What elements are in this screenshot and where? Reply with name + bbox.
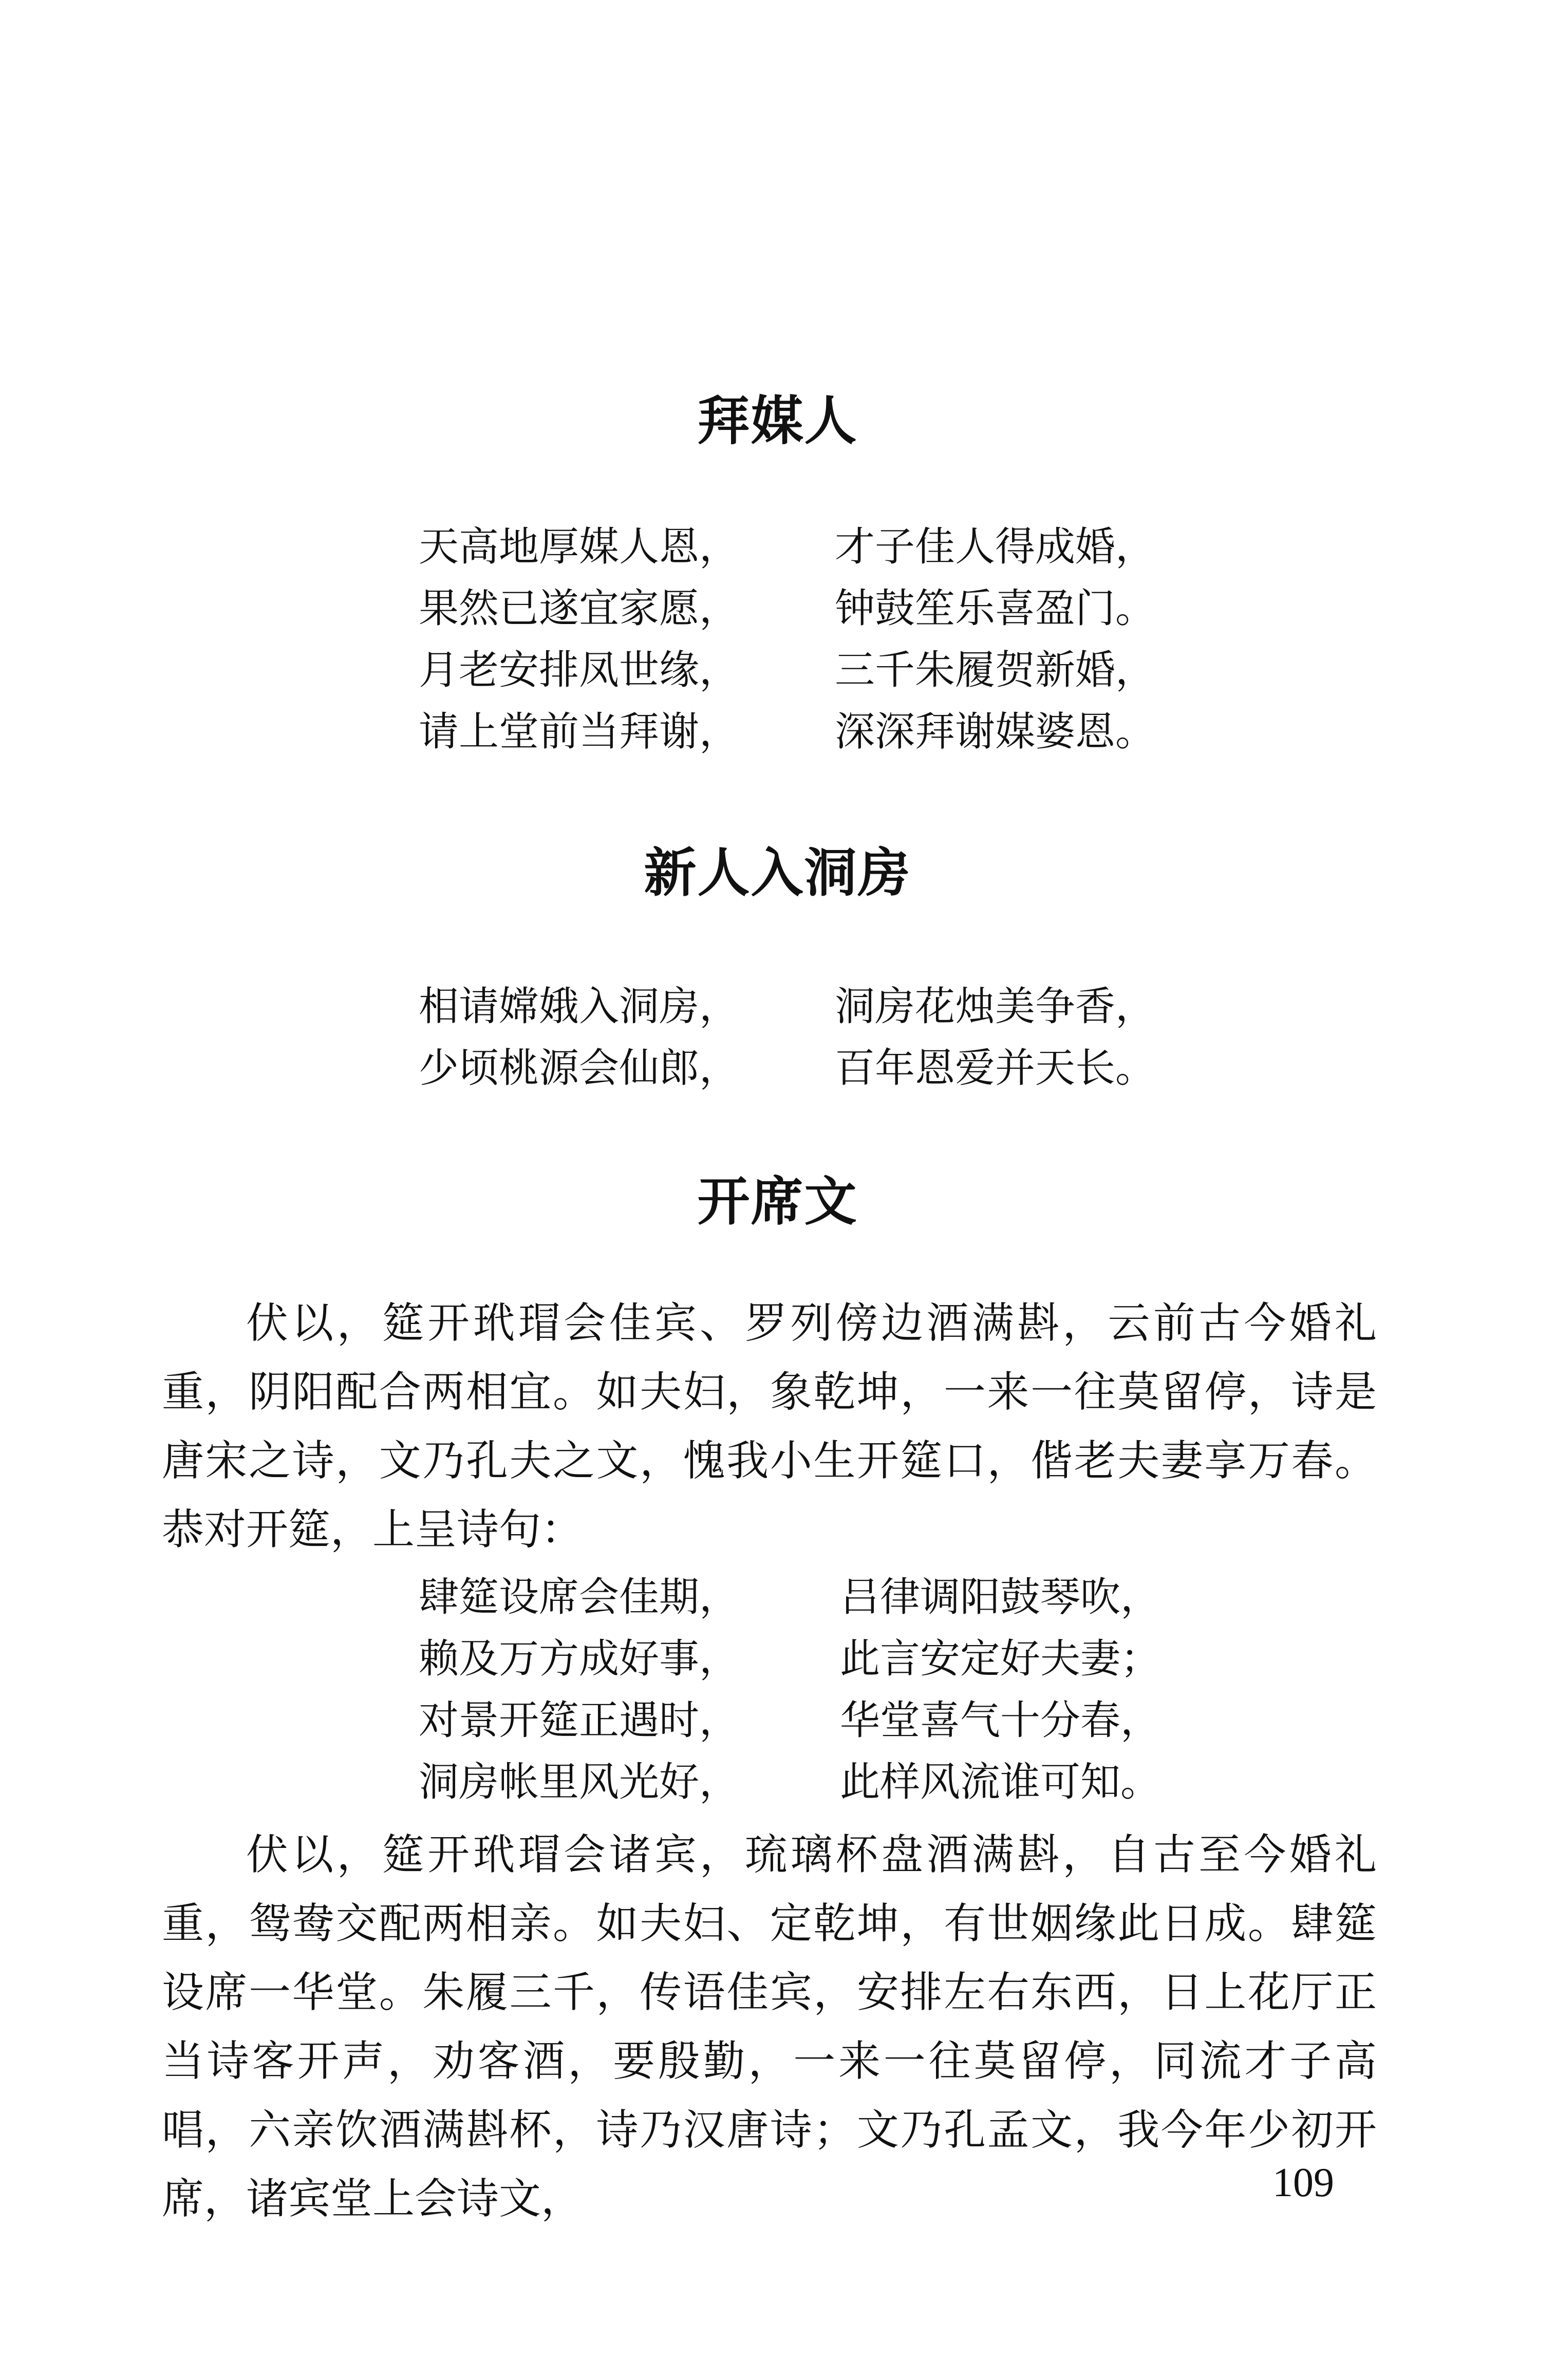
verse-line-left: 洞房帐里风光好， [419,1759,740,1805]
verse-row [419,1628,1189,1690]
verse-row [419,639,1189,701]
verse-row [419,578,1189,639]
verse-line-left: 相请嫦娥入洞房， [419,984,740,1030]
verse-line-right: 百年恩爱并天长。 [835,1045,1156,1091]
verse-line-left: 少顷桃源会仙郎， [419,1045,740,1091]
paragraph-continuation: 伏以，筵开玳瑁会诸宾，琉璃杯盘酒满斟，自古至今婚礼重，鸳鸯交配两相亲。如夫妇、定乾坤，有世姻缘此日成。肆筵设席一华堂。朱履三千，传语佳宾，安排左右东西，日上花厅正当诗客开声，劝客酒，要殷勤，一来一往莫留停，同流才子高唱，六亲饮酒满斟杯，诗乃汉唐诗；文乃孔孟文，我今年少初开席，诸宾堂上会诗文， [162,1830,1377,2223]
verse-line-left: 对景开筵正遇时， [419,1697,740,1744]
verse-line-left: 肆筵设席会佳期， [419,1574,740,1620]
verse-row [419,701,1189,763]
section-title-bai-meiren: 拜媒人 [697,391,858,452]
verse-row [419,1037,1189,1099]
verse-line-right: 此言安定好夫妻； [840,1636,1161,1682]
verse-line-right: 此样风流谁可知。 [840,1759,1161,1805]
verse-line-right: 深深拜谢媒婆恩。 [835,709,1156,755]
verse-line-left: 赖及万方成好事， [419,1636,740,1682]
verse-line-right: 钟鼓笙乐喜盈门。 [835,585,1156,632]
verse-row [419,516,1189,578]
verse-line-right: 才子佳人得成婚， [835,524,1156,570]
verse-row [419,1566,1189,1628]
verse-line-right: 华堂喜气十分春， [840,1697,1161,1744]
verse-line-right: 吕律调阳鼓琴吹， [840,1574,1161,1620]
page-number: 109 [1272,2160,1334,2205]
verse-row [419,976,1189,1037]
verse-block-bai-meiren [419,516,1189,763]
verse-line-left: 月老安排凤世缘， [419,647,740,693]
verse-line-left: 请上堂前当拜谢， [419,709,740,755]
paragraph-opening: 伏以，筵开玳瑁会佳宾、罗列傍边酒满斟，云前古今婚礼重，阴阳配合两相宜。如夫妇，象乾坤，一来一往莫留停，诗是唐宋之诗，文乃孔夫之文，愧我小生开筵口，偕老夫妻享万春。恭对开筵，上呈诗句： [162,1299,1377,1554]
section-title-ru-dongfang: 新人入洞房 [644,843,911,904]
verse-row [419,1751,1189,1813]
verse-line-right: 三千朱履贺新婚， [835,647,1156,693]
verse-line-right: 洞房花烛美争香， [835,984,1156,1030]
verse-line-left: 天高地厚媒人恩， [419,524,740,570]
verse-line-left: 果然已遂宜家愿， [419,585,740,632]
verse-block-ru-dongfang [419,976,1189,1099]
verse-row [419,1690,1189,1751]
verse-block-kaixi-wen [419,1566,1189,1813]
section-title-kaixi-wen: 开席文 [697,1172,858,1233]
